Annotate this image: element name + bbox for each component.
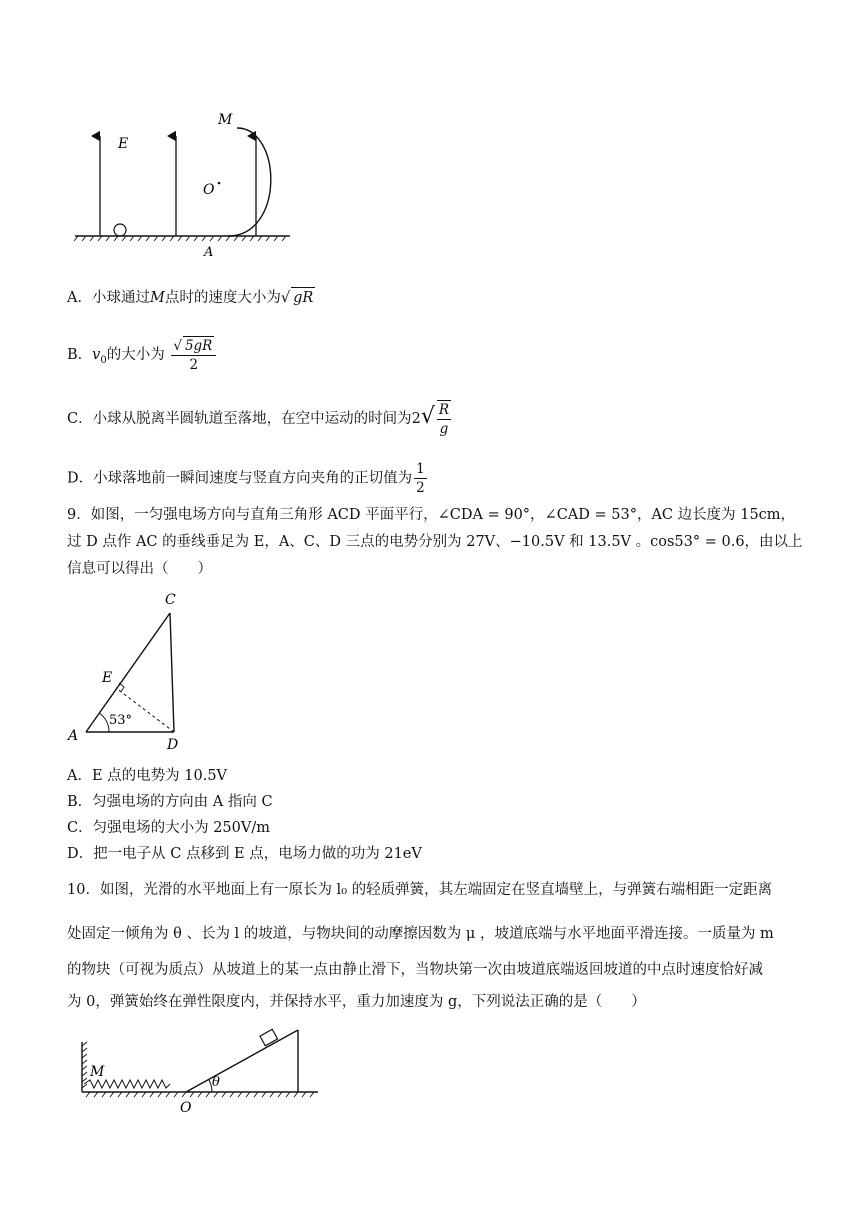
label-M-spring: M — [90, 1064, 105, 1080]
q8-a-text: A．小球通过 — [67, 290, 150, 306]
label-O: O — [203, 182, 215, 198]
q9-stem-line3: 信息可以得出（ ） — [67, 561, 212, 577]
label-M: M — [218, 112, 233, 128]
q8-b-prefix: B． — [67, 347, 93, 363]
q9-stem-line2: 过 D 点作 AC 的垂线垂足为 E，A、C、D 三点的电势分别为 27V、−10.5V 和 13.5V 。cos53° = 0.6，由以上 — [67, 534, 803, 550]
q8-c-num: R — [438, 402, 450, 418]
q9-option-b: B．匀强电场的方向由 A 指向 C — [67, 794, 273, 810]
q8-a-mid: 点时的速度大小为 — [164, 290, 281, 306]
q8-option-c: C．小球从脱离半圆轨道至落地，在空中运动的时间为2√ $\frac{R}{g}$ — [67, 402, 450, 437]
q8-d-num: 1 — [416, 461, 425, 477]
q8-c-fraction — [437, 400, 451, 438]
spring — [84, 1080, 170, 1088]
q8-d-prefix: D．小球落地前一瞬间速度与竖直方向夹角的正切值为 — [67, 470, 413, 487]
q8-b-sub: 0 — [100, 354, 107, 366]
q8-a-var: M — [149, 290, 165, 306]
q8-a-sqrt: gR — [291, 287, 315, 308]
figure-semicircle-track — [0, 0, 860, 270]
q10-stem-line2: 处固定一倾角为 θ 、长为 l 的坡道，与物块间的动摩擦因数为 μ ，坡道底端与水平地面平滑连接。一质量为 m — [67, 926, 774, 942]
q8-c-coef: 2 — [411, 411, 421, 427]
q9-option-d: D．把一电子从 C 点移到 E 点，电场力做的功为 21eV — [67, 846, 422, 862]
q10-stem-line3: 的物块（可视为质点）从坡道上的某一点由静止滑下，当物块第一次由坡道底端返回坡道的中点时速度恰好减 — [67, 962, 763, 978]
label-O-slope: O — [180, 1100, 192, 1116]
label-A-tri: A — [68, 728, 79, 744]
q9-stem-line1: 9．如图，一匀强电场方向与直角三角形 ACD 平面平行，∠CDA = 90°，∠CAD = 53°，AC 边长度为 15cm， — [67, 507, 796, 523]
q8-option-b — [67, 336, 218, 374]
q8-b-mid: 的大小为 — [106, 347, 165, 363]
center-point — [218, 182, 221, 185]
label-C: C — [165, 592, 176, 608]
label-E-tri: E — [102, 670, 113, 686]
ball — [114, 224, 126, 236]
q10-stem-line4: 为 0，弹簧始终在弹性限度内，并保持水平，重力加速度为 g，下列说法正确的是（ ） — [67, 994, 646, 1010]
q8-c-den: g — [439, 421, 449, 437]
q8-d-fraction — [414, 460, 427, 497]
q8-b-den: 2 — [189, 357, 199, 373]
q8-c-prefix: C．小球从脱离半圆轨道至落地，在空中运动的时间为 — [67, 411, 412, 427]
angle-arc — [99, 713, 109, 732]
q8-option-d — [67, 460, 429, 497]
slope — [186, 1030, 298, 1092]
label-theta: θ — [212, 1075, 220, 1090]
label-53: 53° — [109, 713, 133, 728]
q8-b-fraction: $\frac{√ 5gR}{2}$ — [171, 336, 216, 374]
q8-b-num: 5gR — [184, 338, 213, 354]
q9-option-c: C．匀强电场的大小为 250V/m — [67, 820, 270, 836]
label-D: D — [167, 737, 179, 753]
label-E: E — [118, 136, 129, 152]
figure-spring-slope — [0, 1020, 860, 1140]
label-A: A — [204, 245, 214, 260]
q10-stem-line1: 10．如图，光滑的水平地面上有一原长为 l₀ 的轻质弹簧，其左端固定在竖直墙壁上，与弹簧右端相距一定距离 — [67, 882, 773, 898]
q8-b-var: v — [92, 347, 101, 363]
semicircle-track — [228, 128, 271, 236]
q9-option-a: A．E 点的电势为 10.5V — [67, 768, 228, 784]
q8-d-den: 2 — [416, 480, 425, 496]
figure-triangle — [0, 580, 860, 780]
q8-option-a: A．小球通过M点时的速度大小为√ gR — [67, 287, 315, 308]
